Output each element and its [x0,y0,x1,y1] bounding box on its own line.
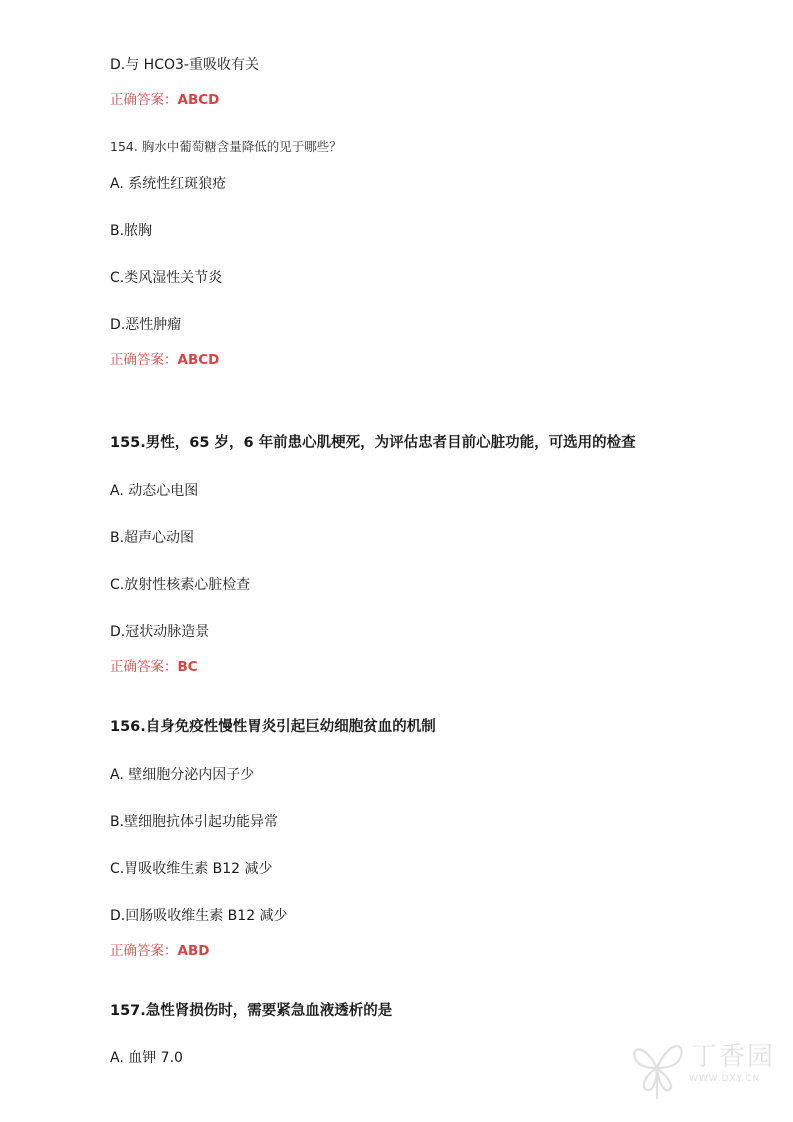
q155-question: 155.男性，65 岁，6 年前患心肌梗死，为评估忠者目前心脏功能，可选用的检查 [110,435,636,451]
q155-option-a: A. 动态心电图 [110,483,199,499]
q155-answer [110,657,198,677]
watermark-title: 丁香园 [691,1042,776,1072]
answer-value: ABCD [177,352,220,368]
butterfly-logo-icon [625,1024,689,1104]
answer-label: 正确答案： [110,943,178,959]
q154-option-a: A. 系统性红斑狼疮 [110,176,227,192]
watermark-url: WWW.DXY.CN [689,1074,761,1084]
q156-option-b: B.壁细胞抗体引起功能异常 [110,814,279,830]
q155-option-c: C.放射性核素心脏检查 [110,577,251,593]
q154-option-d: D.恶性肿瘤 [110,317,182,333]
q154-answer [110,350,219,370]
q153-answer [110,90,219,110]
answer-value: ABD [177,943,210,959]
q156-option-d: D.回肠吸收维生素 B12 减少 [110,908,288,924]
answer-label: 正确答案： [110,92,178,108]
watermark [625,1024,775,1104]
q156-option-c: C.胃吸收维生素 B12 减少 [110,861,273,877]
answer-value: BC [177,659,198,675]
q154-option-c: C.类风湿性关节炎 [110,270,223,286]
q156-question: 156.自身免疫性慢性胃炎引起巨幼细胞贫血的机制 [110,719,436,735]
q157-option-a: A. 血钾 7.0 [110,1050,183,1066]
q154-option-b: B.脓胸 [110,223,153,239]
answer-label: 正确答案： [110,352,178,368]
q155-option-b: B.超声心动图 [110,530,195,546]
q155-option-d: D.冠状动脉造景 [110,624,210,640]
answer-value: ABCD [177,92,220,108]
q154-question: 154. 胸水中葡萄糖含量降低的见于哪些？ [110,139,342,154]
answer-label: 正确答案： [110,659,178,675]
q153-option-d: D.与 HCO3-重吸收有关 [110,57,259,73]
q156-answer [110,941,209,961]
q156-option-a: A. 壁细胞分泌内因子少 [110,767,255,783]
q157-question: 157.急性肾损伤时，需要紧急血液透析的是 [110,1003,393,1019]
